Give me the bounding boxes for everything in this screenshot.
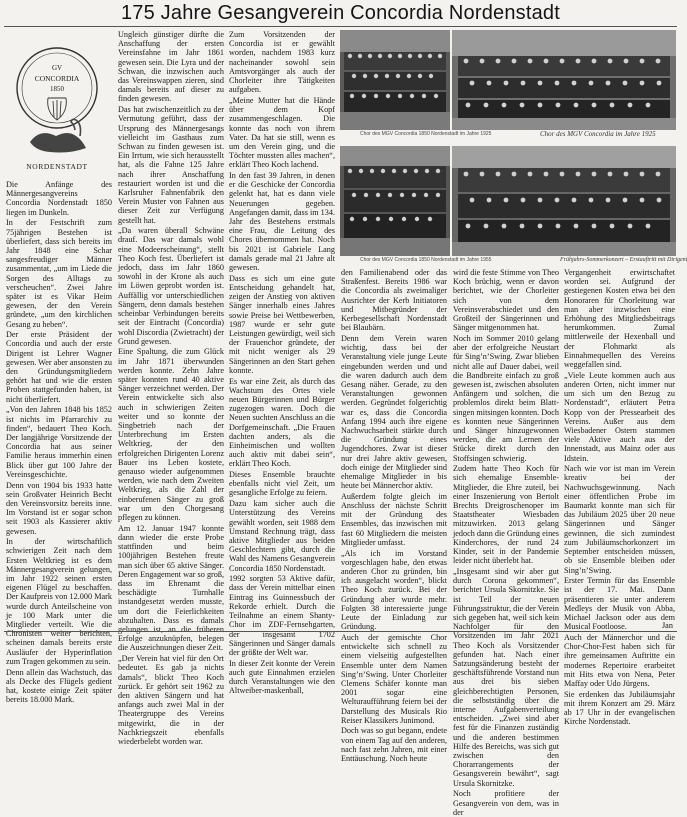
paragraph: Dazu kam sicher auch die Unterstützung des Vereins gewählt worden, seit 1988 dem Umstand Rechnung trägt, dass aktive Mitglieder aus beiden Geschlechtern gibt, durch die Wahl des Namens Gesangverein Concordia 1850 Nordenstadt. [229, 499, 335, 573]
article-column-4 [341, 268, 447, 764]
author-initials: Jan [662, 621, 673, 630]
paragraph: In den fast 39 Jahren, in denen er die Geschicke der Concordia gelenkt hat, hat es dann viele Neuerungen gegeben. Angefangen damit, dass im 134. Jahr des Bestehens erstmals eine Frau, die Leitung des Chores übernommen hat. Noch bis 2021 ist Gabriele Lang damals gerade mal 21 Jahre alt gewesen. [229, 171, 335, 273]
paragraph: Auch der gemischte Chor entwickelte sich schnell zu einem vielseitig aufgestellten Ensemble unter dem Namen Sing’n’Swing. Unter Chorleiter Clemens Schäfer konnte man 2001 sogar eine Welturaufführung feiern bei der Darstellung des Musicals Rio Reiser Klassikers Junimond. [341, 632, 447, 725]
paragraph: Das hat zwischenzeitlich zu der Vermutung geführt, dass der Ursprung des Männergesangs vielleicht im Gasthaus zum Schwan zu finden gewesen ist. Ein Irrtum, wie sich herausstellt hat, als die Fahne 125 Jahre nach ihrer Anschaffung restauriert worden ist und die Karlsruher Fahnenfabrik den Verein Muster von Fahnen aus dieser Zeit zur Verfügung gestellt hat. [118, 105, 224, 225]
seal-place-text: NORDENSTADT [26, 162, 88, 171]
paragraph: Dass es sich um eine gute Entscheidung gehandelt hat, zeigen der Anstieg von aktiven Sänger innerhalb eines Jahres sowie Preise bei Wettbewerben, 1987 wurde er sehr gute Leistungen gewürdigt, weil sich der Frauenchor gründete, der mit nicht weniger als 29 Sängerinnen an den Start gehen konnte. [229, 273, 335, 375]
paragraph: Es war eine Zeit, als durch das Wachstum des Ortes viele neuen Bürgerinnen und Bürger zugezogen waren. Doch die Neuen suchten Anschluss an die Dorfgemeinschaft. „Die Frauen dachten anders, als die Einheimischen und wollten auch aktiv mit dabei sein“, erklärt Theo Koch. [229, 376, 335, 469]
paragraph: Doch was so gut begann, endete von einem Tag auf den anderen, nach fast zehn Jahren, mit einer Enttäuschung. Noch heute [341, 726, 447, 764]
paragraph: „Da waren überall Schwäne drauf. Das war damals wohl eine Modeerscheinung“, stellt Theo Koch fest. Überliefert ist jedoch, dass im Jahr 1860 sowohl in der Krone als auch im Löwen geprobt worden ist. Auffällig vor unterschiedlichen Sängern, denn damals bestehen scheinbar Verbindungen bereits seit der Eintracht (Concordia) wohl Discordia (Zwietracht) der Grund gewesen. [118, 226, 224, 346]
paragraph: Zudem hatte Theo Koch für sich ehemalige Ensemble-Mitglieder, die Ehre zuteil, bei einer Inszenierung von Bertolt Brechts Dreigroschenoper im Staatstheater Wiesbaden mitzuwirken. 2013 gelang jedoch dann die Gründung eines Kinderchores, der rund 24 Kinder, seit in der Pandemie leider nicht überlebt hat. [453, 464, 559, 566]
paragraph: „Insgesamt sind wir aber gut durch Corona gekommen“, berichtet Ursula Skornitzke. Sie ist Teil der neuen Führungsstruktur, die der Verein sich gegeben hat, weil sich kein Nachfolger für den Vorsitzenden im Jahr 2021 Theo Koch als Vorsitzender gefunden hat. Nach einer Satzungsänderung besteht der geschäftsführende Vorstand nun aus drei bis sieben gleichberechtigten Personen, die selbstständig über die interne Aufgabenverteilung entscheiden. „Zwei sind aber fest für die Finanzen zuständig und die anderen bestimmen Hilfe des Bereichs, was sich gut zwischen den Chorarrangements der Gesangsverein bewährt“, sagt Ursula Skornitzke. [453, 567, 559, 788]
choir-photo-1955-right [452, 146, 676, 256]
paragraph: Sie erdenken das Jubiläumsjahr mit ihrem Konzert am 29. März ab 17 Uhr in der evangelischen Kirche Nordenstadt. [564, 689, 675, 727]
seal-top-text: GV [51, 64, 63, 72]
paragraph: Eine Spaltung, die zum Glück im Jahr 1871 überwunden werden konnte. Zehn Jahre später konnten rund 40 aktive Sänger verzeichnet werden. Der Verein entwickelte sich also auch in schwierigen Zeiten weiter und so konnte der Singbetrieb nach der Unterbrechung im Ersten Weltkrieg, der den erfolgreichen Dirigenten Lorenz Bauer ins Leben kostete, genauso wieder aufgenommen werden, wie nach dem Zweiten Weltkrieg, als die Zahl der einberufenen Sänger zu groß war um den Chorgesang pflegen zu können. [118, 347, 224, 523]
paragraph: Denn allein das Wachstuch, das als Decke des Flügels gedient hat, kostete einige Zeit später bereits 18.000 Mark. [6, 667, 112, 705]
article-column-1 [6, 180, 112, 705]
concordia-seal-logo [10, 32, 105, 175]
paragraph: „Meine Mutter hat die Hände über dem Kopf zusammengeschlagen. Die konnte das noch von ihrem Vater. Da hat sie still, wenn es um den Verein ging, und die Töchter mussten alles machen“, erklärt Theo Koch lachend. [229, 95, 335, 170]
paragraph: Erster Termin für das Ensemble ist der 17. Mai. Dann präsentieren sie unter anderem Medleys der Musik von Abba, Michael Jackson oder aus dem Musical Footloose. [564, 576, 675, 632]
paragraph: Die Anfänge des Männergesangvereins Concordia Nordenstadt 1850 liegen im Dunkeln. [6, 180, 112, 217]
photo-caption-2: Chor des MGV Concordia im Jahre 1925 [540, 130, 656, 138]
paragraph: „Von den Jahren 1848 bis 1852 ist nichts im Pfarrarchiv zu finden“, bedauert Theo Koch. Der langjährige Vorsitzende der Concordia hat aus seiner Familie heraus immerhin einen Blick über gut 100 Jahre der Vereinsgeschichte. [6, 405, 112, 479]
article-column-6 [564, 268, 675, 727]
paragraph: Vergangenheit erwirtschaftet worden sei. Aufgrund der gestiegenen Kosten etwa bei den Honoraren für Chorleitung war man aber inzwischen eine Erhöhung des Mitgliedsbeitrags herumkommen. Zumal mittlerweile der Hexenball und der Flohmarkt als Einnahmequellen des Vereins weggefallen sind. [564, 268, 675, 370]
article-column-2 [118, 30, 224, 746]
paragraph: Am 12. Januar 1947 konnte dann wieder die erste Probe stattfinden und beim 100jährigen Bestehen freute man sich über 65 aktive Sänger. Deren Engagement war so groß, dass im Ehrenamt die beschädigte Turnhalle instandgesetzt werden musste, um dort die Feierlichkeiten abzuhalten. Dass es damals gelungen ist, an die früheren Erfolge anzuknüpfen, belegen die Auszeichnungen dieser Zeit. [118, 523, 224, 653]
lyre-icon [48, 98, 67, 120]
paragraph: Noch profitiere der Gesangverein von dem, was in der [453, 789, 559, 817]
photo-caption-4: Frühjahrs-Sommerkonzert – Erstauftritt mit Dirigent [560, 257, 687, 263]
paragraph: Zum Vorsitzenden der Concordia ist er gewählt worden, nachdem 1983 kurz nacheinander sowohl sein Amtsvorgänger als auch der Chorleiter ihre Tätigkeiten aufgaben. [229, 30, 335, 95]
choir-photo-1925-left [340, 30, 450, 130]
photo-caption-1: Chor des MGV Concordia 1850 Nordenstadt im Jahre 1925 [360, 131, 492, 137]
paragraph: Der erste Präsident der Concordia und auch der erste Dirigent ist Lehrer Wagner gewesen. Wer aber ansonsten zu den Gründungsmitgliedern gehört hat und wie die ersten Proben stattgefunden haben, ist nicht überliefert. [6, 330, 112, 404]
paragraph: Denn dem Verein waren wichtig, dass bei der Veranstaltung viele junge Leute eingebunden werden und und die waren dadurch auch dem Gesang näher. Gerade, zu den Veranstaltungen gewonnen werden. Gegründet folgerichtig war es, dass die Concordia Anfang 1994 auch ihre eigene Nachwuchsarbeit stärkte durch die Gründung eines Jugendchores. Zwar ist dieser nur drei Jahre aktiv gewesen, doch einige der Mitglieder sind ehemalige Mitglieder in bis heute bei Männerchor aktiv. [341, 333, 447, 491]
paragraph: „Der Verein hat viel für den Ort bedeutet. Es gab ja nichts damals“, blickt Theo Koch zurück. Er gehört seit 1962 zu den aktiven Sängern und hat anfangs auch zwei Mal in der Theatergruppe des Vereins mitgewirkt, die in der Nachkriegszeit ebenfalls wiederbelebt worden war. [118, 654, 224, 746]
paragraph: Dieses Ensemble brauchte ebenfalls nicht viel Zeit, um gesangliche Erfolge zu feiern. [229, 470, 335, 498]
paragraph: In der wirtschaftlich schwierigen Zeit nach dem Ersten Weltkrieg ist es dem Männergesangverein gelungen, im Jahr 1922 seinen ersten eigenen Flügel zu beschaffen. Der Kaufpreis von 12.000 Mark wurde durch Anteilscheine von je 100 Mark unter die Mitglieder verteilt. Wie die Chronisten weiter berichten, scheinen damals bereits erste Ausläufer der Hyperinflation zum Tragen gekommen zu sein. [6, 537, 112, 666]
choir-photo-1955-left [340, 146, 450, 256]
paragraph: wird die feste Stimme von Theo Koch brüchig, wenn er davon berichtet, wie der Chorleiter sich von dem Vereinsverabschiedet und den Großteil der Sängerinnen und Sänger mitgenommen hat. [453, 268, 559, 333]
article-column-3 [229, 30, 335, 696]
seal-name-text: CONCORDIA [34, 74, 80, 83]
paragraph: Ungleich günstiger dürfte die Anschaffung der ersten Vereinsfahne im Jahr 1861 gewesen sein. Die Lyra und der Schwan, die inzwischen auch das Vereinswappen zieren, sind damals bereits auf dieser zu finden gewesen. [118, 30, 224, 104]
seal-year-text: 1850 [50, 85, 64, 93]
paragraph: In dieser Zeit konnte der Verein auch gute Einnahmen erzielen durch Veranstaltungen wie den Altweiber-maskenball, [229, 658, 335, 696]
top-rule [4, 26, 677, 27]
headline: 175 Jahre Gesangverein Concordia Nordenstadt [120, 2, 561, 24]
paragraph: Auch der Männerchor und die Chor-Chor-Fest haben sich für ihre gemeinsamen Auftritte ein modernes Repertoire erarbeitet mit Hits etwa von Nena, Peter Maffay oder Udo Jürgens. [564, 632, 675, 688]
paragraph: Außerdem folgte gleich im Anschluss der nächste Schritt mit der Gründung des Ensembles, das inzwischen mit fast 60 Mitgliedern die meisten Mitglieder umfasst. [341, 491, 447, 547]
paragraph: „Als ich im Vorstand vorgeschlagen habe, den etwas anderen Chor zu gründen, bin ich ausgelacht worden“, blickt Theo Koch zurück. Bei der Gründung aber wurde mehr. Folgten 38 interessierte junge Leute der Einladung zur Gründung. [341, 548, 447, 632]
bottom-rule [4, 631, 677, 632]
paragraph: Denn von 1904 bis 1933 hatte sein Großvater Heinrich Becht den Vereinsvorsitz bereits inne. Im Vorstand ist er sogar schon seit 1903 als Kassierer aktiv gewesen. [6, 480, 112, 536]
photo-caption-3: Chor des MGV Concordia 1850 Nordenstadt im Jahre 1955 [360, 257, 492, 263]
paragraph: den Familienabend oder das Straßenfest. Bereits 1986 war die Concordia als zweimaliger Ausrichter der Kerb Initiatoren und Mitbegründer der Kerbegesellschaft Nordenstadt bei Blaubärn. [341, 268, 447, 333]
paragraph: „Viele Leute kommen auch aus anderen Orten, nicht immer nur um sich um den Bezug zu Nordenstadt“, erläutert Petra Kopp von der Pressearbeit des Vereins. Außer aus dem Wiesbadener Ostern stammen viele Aktive auch aus der Innenstadt, aus Mainz oder aus Idstein. [564, 370, 675, 463]
paragraph: 1992 sorgten 53 Aktive dafür, dass der Verein mittelbar einen Eintrag ins Guinnessbuch der Rekorde erhielt. Durch die Teilnahme an einem Shanty-Chor im ZDF-Fernsehgarten, der insgesamt 1702 Sängerinnen und Sänger damals der größte der Welt war. [229, 574, 335, 657]
paragraph: In der Festschrift zum 75jährigen Bestehen ist überliefert, dass sich bereits im Jahr 1848 eine Schar sangesfreudiger Männer zusammentat, „um im Liede die Sorgen des Alltags zu verscheuchen“. Zwei Jahre später ist es Vikar Heim gewesen, der den Verein gründete, „um den kirchlichen Gesang zu heben“. [6, 218, 112, 329]
choir-photo-1925-right [452, 30, 676, 130]
article-column-5 [453, 268, 559, 817]
paragraph: Nach wie vor ist man im Verein kreativ bei der Nachwuchsgewinnung. Nach einer öffentlichen Probe im Baumarkt konnte man sich für das Jubiläum 2025 über 20 neue Sängerinnen und Sänger gewinnen, die sich zumindest zum Jubiläumschorkonzert im September entscheiden müssen, ob sie Ensemble bleiben oder Sing’n’Swing. [564, 464, 675, 575]
swan-icon [30, 119, 86, 152]
paragraph: Noch im Sommer 2010 gelang aber der erfolgreiche Neustart für Sing’n’Swing. Zwar blieben nicht alle auf Dauer dabei, weil die Bandbreite einfach zu groß gewesen ist, zwischen absoluten Anfängern und solchen, die problemlos direkt beim Blatt-singen mitsingen konnten. Doch es konnten neue Sängerinnen und Sänger hinzugewonnen werden, die am Lernen der Stücke direkt durch den Stoffsingen schwierig. [453, 333, 559, 463]
